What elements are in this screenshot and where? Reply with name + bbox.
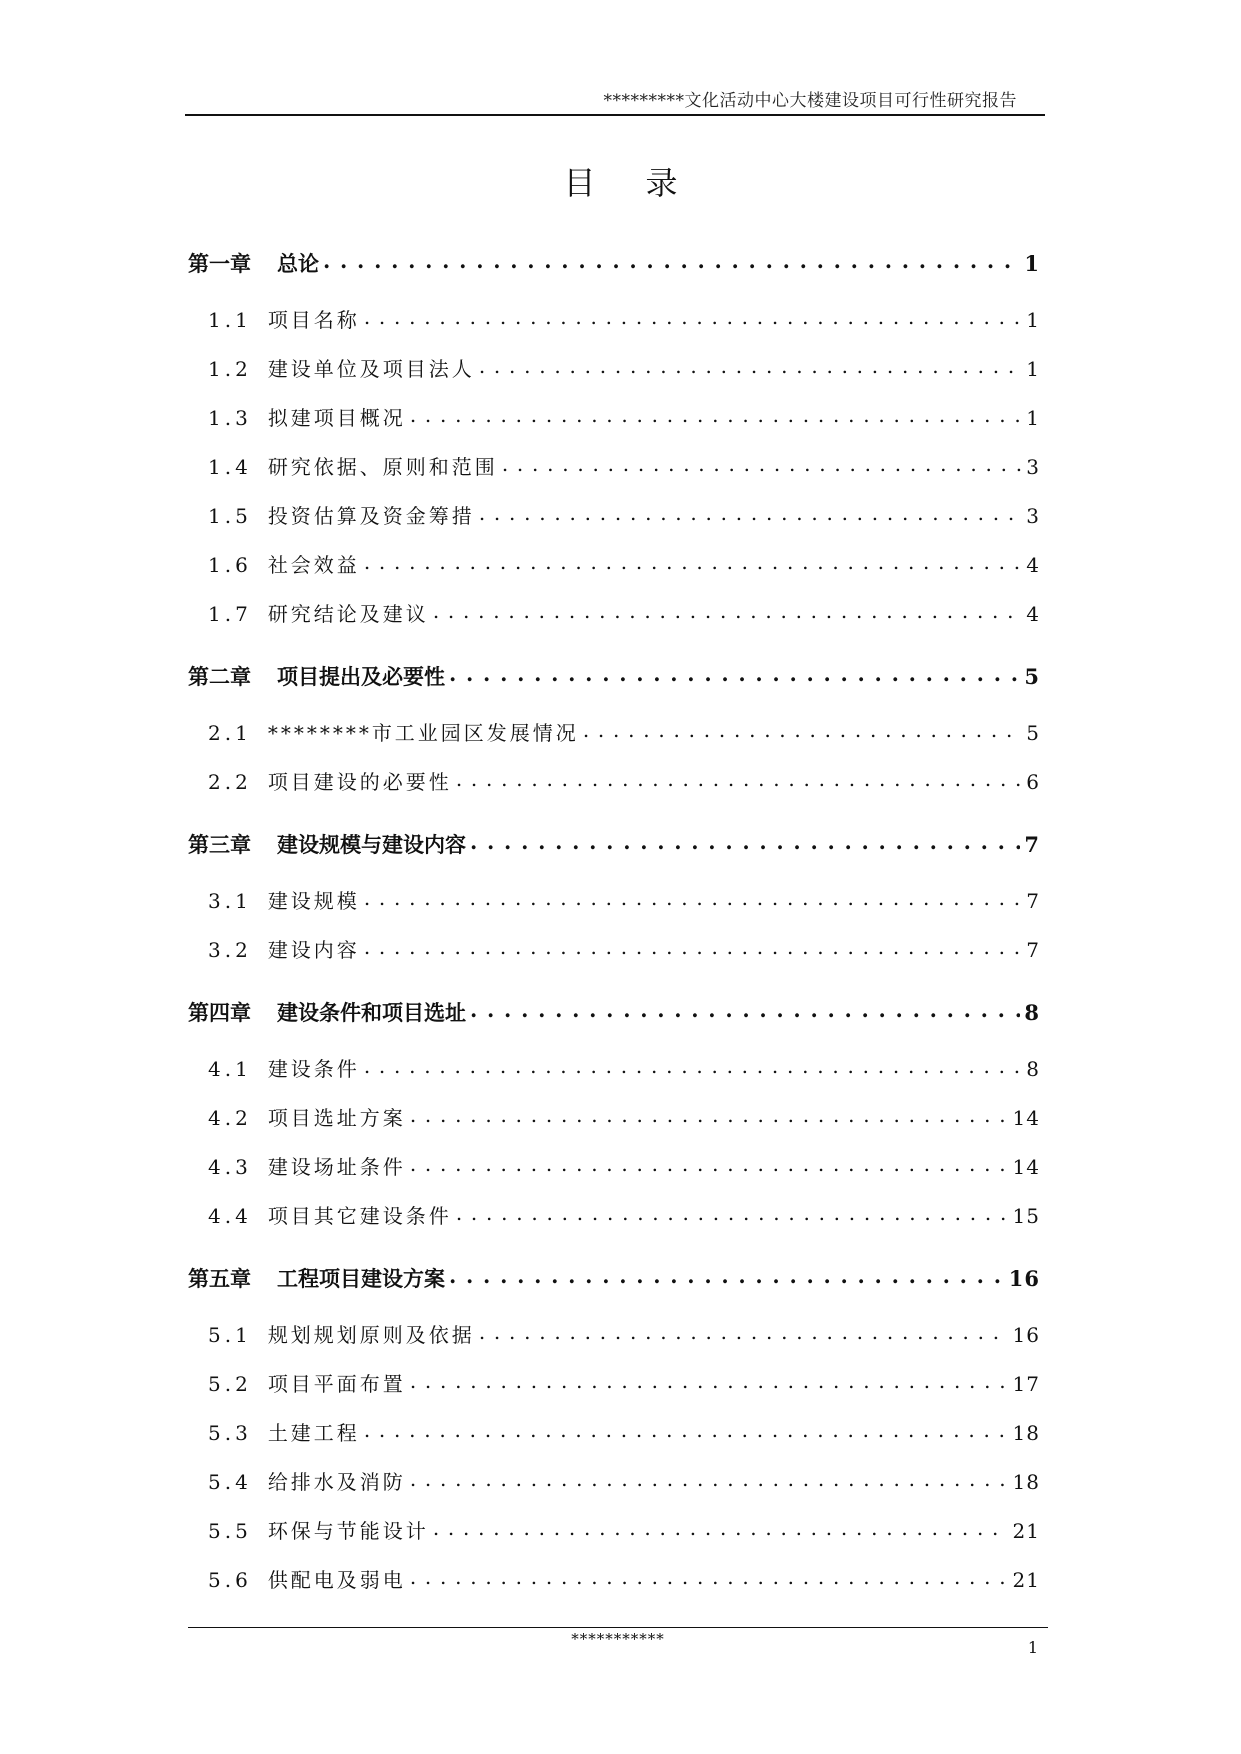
dot-leader [433, 1516, 1009, 1540]
page-footer [188, 1627, 1048, 1657]
toc-section-entry[interactable] [188, 717, 1040, 766]
toc-entry-number: 1.7 [208, 602, 252, 626]
toc-entry-title: 供配电及弱电 [267, 1568, 406, 1592]
toc-entry-label [188, 997, 466, 1027]
toc-entry-page: 14 [1012, 1155, 1040, 1179]
toc-section-entry[interactable] [188, 451, 1040, 500]
toc-entry-label [208, 1466, 406, 1495]
toc-entry-number: 4.4 [208, 1204, 252, 1228]
toc-entry-label [208, 1564, 406, 1593]
dot-leader [364, 550, 1022, 574]
toc-entry-number: 4.1 [208, 1057, 252, 1081]
footer-page-number: 1 [1027, 1638, 1038, 1657]
toc-entry-label [208, 1368, 406, 1397]
toc-entry-number: 3.2 [208, 938, 252, 962]
toc-entry-title: 项目其它建设条件 [267, 1204, 452, 1228]
toc-entry-page: 16 [1008, 1266, 1040, 1291]
toc-entry-label [208, 717, 579, 746]
toc-section-entry[interactable] [188, 1200, 1040, 1249]
toc-entry-number: 4.2 [208, 1106, 252, 1130]
toc-entry-number: 第一章 [188, 251, 251, 276]
toc-section-entry[interactable] [188, 1319, 1040, 1368]
toc-chapter-entry[interactable] [188, 1249, 1040, 1319]
toc-section-entry[interactable] [188, 549, 1040, 598]
toc-section-entry[interactable] [188, 885, 1040, 934]
toc-entry-title: 建设内容 [267, 938, 360, 962]
dot-leader [364, 935, 1022, 959]
dot-leader [364, 1054, 1022, 1078]
toc-entry-label [208, 402, 406, 431]
toc-entry-number: 1.2 [208, 357, 252, 381]
toc-entry-page: 18 [1012, 1421, 1040, 1445]
toc-entry-label [208, 1151, 406, 1180]
toc-entry-page: 4 [1026, 553, 1040, 577]
toc-entry-label [208, 304, 360, 333]
toc-entry-number: 5.5 [208, 1519, 252, 1543]
toc-entry-page: 4 [1026, 602, 1040, 626]
toc-entry-title: 建设场址条件 [267, 1155, 406, 1179]
toc-entry-title: 项目建设的必要性 [267, 770, 452, 794]
toc-entry-title: 环保与节能设计 [267, 1519, 429, 1543]
toc-entry-label [208, 1319, 475, 1348]
toc-section-entry[interactable] [188, 598, 1040, 647]
toc-section-entry[interactable] [188, 353, 1040, 402]
dot-leader [410, 1467, 1009, 1491]
dot-leader [410, 1103, 1009, 1127]
toc-entry-title: 工程项目建设方案 [277, 1266, 445, 1291]
toc-entry-number: 1.6 [208, 553, 252, 577]
toc-entry-page: 1 [1026, 357, 1040, 381]
toc-entry-title: 建设条件 [267, 1057, 360, 1081]
dot-leader [410, 1152, 1009, 1176]
dot-leader [410, 1369, 1009, 1393]
toc-entry-number: 1.1 [208, 308, 252, 332]
dot-leader [583, 718, 1022, 742]
toc-entry-number: 5.6 [208, 1568, 252, 1592]
toc-entry-number: 1.4 [208, 455, 252, 479]
toc-entry-title: 土建工程 [267, 1421, 360, 1445]
toc-section-entry[interactable] [188, 1515, 1040, 1564]
toc-entry-label [208, 1515, 429, 1544]
toc-section-entry[interactable] [188, 1417, 1040, 1466]
toc-entry-label [188, 829, 466, 859]
toc-entry-label [208, 885, 360, 914]
page-header [185, 84, 1045, 116]
toc-entry-number: 5.3 [208, 1421, 252, 1445]
toc-entry-page: 3 [1026, 455, 1040, 479]
toc-entry-number: 5.1 [208, 1323, 252, 1347]
toc-entry-number: 第五章 [188, 1266, 251, 1291]
toc-section-entry[interactable] [188, 1102, 1040, 1151]
toc-section-entry[interactable] [188, 934, 1040, 983]
toc-entry-label [208, 500, 475, 529]
toc-entry-title: 建设单位及项目法人 [267, 357, 475, 381]
toc-entry-number: 第二章 [188, 664, 251, 689]
toc-entry-page: 18 [1012, 1470, 1040, 1494]
toc-entry-number: 2.2 [208, 770, 252, 794]
dot-leader [364, 886, 1022, 910]
toc-entry-page: 5 [1026, 721, 1040, 745]
toc-entry-title: 建设条件和项目选址 [277, 1000, 466, 1025]
toc-entry-number: 3.1 [208, 889, 252, 913]
dot-leader [456, 1201, 1009, 1225]
toc-section-entry[interactable] [188, 500, 1040, 549]
toc-chapter-entry[interactable] [188, 983, 1040, 1053]
toc-entry-label [208, 353, 475, 382]
toc-entry-page: 1 [1026, 308, 1040, 332]
toc-entry-page: 8 [1024, 1000, 1040, 1025]
dot-leader [449, 1263, 1005, 1288]
toc-entry-label [208, 1200, 452, 1229]
toc-entry-number: 第三章 [188, 832, 251, 857]
toc-entry-title: 研究依据、原则和范围 [267, 455, 498, 479]
toc-entry-label [208, 1053, 360, 1082]
toc-entry-label [188, 248, 319, 278]
toc-entry-page: 8 [1026, 1057, 1040, 1081]
toc-entry-title: 总论 [277, 251, 319, 276]
toc-entry-page: 7 [1026, 889, 1040, 913]
toc-entry-title: 建设规模与建设内容 [277, 832, 466, 857]
dot-leader [479, 354, 1022, 378]
dot-leader [470, 829, 1020, 854]
toc-entry-title: 研究结论及建议 [267, 602, 429, 626]
toc-title: 目录 [563, 164, 728, 202]
toc-entry-title: 项目平面布置 [267, 1372, 406, 1396]
toc-chapter-entry[interactable] [188, 647, 1040, 717]
footer-center-text: *********** [571, 1630, 665, 1648]
toc-section-entry[interactable] [188, 1053, 1040, 1102]
toc-entry-title: ********市工业园区发展情况 [267, 721, 579, 745]
toc-entry-title: 项目提出及必要性 [277, 664, 445, 689]
toc-entry-number: 2.1 [208, 721, 252, 745]
toc-section-entry[interactable] [188, 304, 1040, 353]
dot-leader [410, 403, 1022, 427]
toc-entry-page: 16 [1012, 1323, 1040, 1347]
toc-entry-page: 7 [1026, 938, 1040, 962]
dot-leader [433, 599, 1022, 623]
toc-section-entry[interactable] [188, 1564, 1040, 1613]
toc-entry-label [208, 1102, 406, 1131]
toc-entry-label [208, 766, 452, 795]
toc-entry-page: 21 [1012, 1568, 1040, 1592]
toc-entry-number: 1.5 [208, 504, 252, 528]
toc-entry-page: 1 [1024, 251, 1040, 276]
dot-leader [479, 1320, 1009, 1344]
toc-entry-title: 投资估算及资金筹措 [267, 504, 475, 528]
toc-entry-title: 项目选址方案 [267, 1106, 406, 1130]
dot-leader [410, 1565, 1009, 1589]
toc-entry-number: 4.3 [208, 1155, 252, 1179]
toc-entry-page: 17 [1012, 1372, 1040, 1396]
toc-entry-title: 拟建项目概况 [267, 406, 406, 430]
toc-section-entry[interactable] [188, 1151, 1040, 1200]
toc-section-entry[interactable] [188, 1466, 1040, 1515]
dot-leader [502, 452, 1022, 476]
toc-entry-page: 5 [1024, 664, 1040, 689]
toc-section-entry[interactable] [188, 402, 1040, 451]
toc-entry-title: 项目名称 [267, 308, 360, 332]
toc-entry-label [208, 1417, 360, 1446]
toc-entry-title: 社会效益 [267, 553, 360, 577]
toc-entry-label [208, 549, 360, 578]
toc-entry-page: 3 [1026, 504, 1040, 528]
dot-leader [364, 1418, 1009, 1442]
toc-entry-page: 15 [1012, 1204, 1040, 1228]
toc-entry-title: 规划规划原则及依据 [267, 1323, 475, 1347]
dot-leader [364, 305, 1022, 329]
toc-entry-page: 7 [1024, 832, 1040, 857]
dot-leader [479, 501, 1022, 525]
toc-entry-page: 1 [1026, 406, 1040, 430]
dot-leader [470, 997, 1020, 1022]
toc-entry-page: 21 [1012, 1519, 1040, 1543]
toc-chapter-entry[interactable] [188, 234, 1040, 304]
toc-entry-number: 1.3 [208, 406, 252, 430]
dot-leader [449, 661, 1020, 686]
toc-section-entry[interactable] [188, 1368, 1040, 1417]
dot-leader [456, 767, 1022, 791]
toc-entry-title: 建设规模 [267, 889, 360, 913]
toc-entry-label [208, 598, 429, 627]
toc-entry-label [208, 451, 498, 480]
toc-entry-number: 5.4 [208, 1470, 252, 1494]
toc-entry-label [188, 1263, 445, 1293]
toc-entry-number: 5.2 [208, 1372, 252, 1396]
toc-section-entry[interactable] [188, 766, 1040, 815]
header-title: *********文化活动中心大楼建设项目可行性研究报告 [603, 91, 1017, 111]
table-of-contents [188, 234, 1040, 1613]
toc-entry-title: 给排水及消防 [267, 1470, 406, 1494]
toc-chapter-entry[interactable] [188, 815, 1040, 885]
toc-entry-number: 第四章 [188, 1000, 251, 1025]
toc-entry-page: 14 [1012, 1106, 1040, 1130]
dot-leader [323, 248, 1020, 273]
toc-entry-label [208, 934, 360, 963]
toc-entry-page: 6 [1026, 770, 1040, 794]
toc-entry-label [188, 661, 445, 691]
